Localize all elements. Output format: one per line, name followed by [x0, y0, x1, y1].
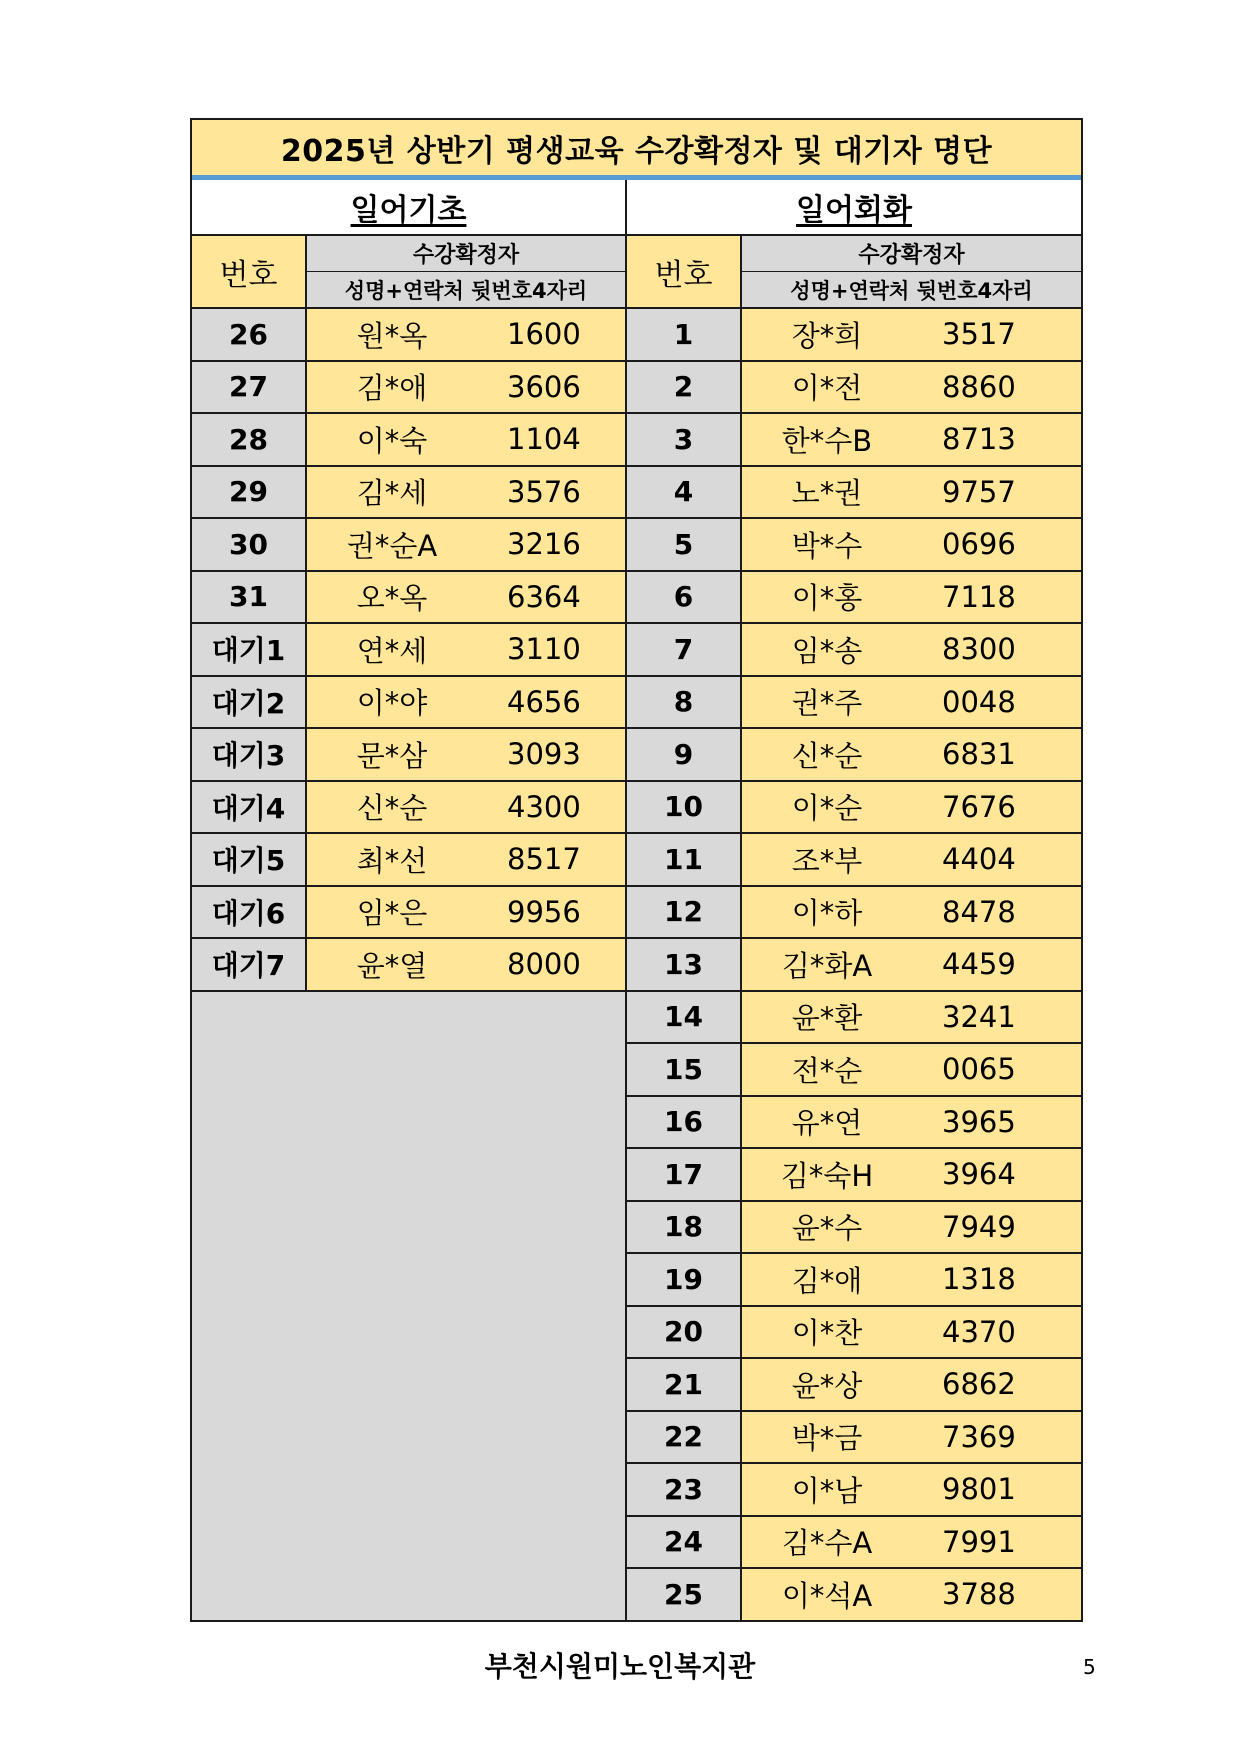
phone-last4: 7118: [942, 579, 1016, 614]
enrollee-cell: [307, 834, 625, 885]
enrollee-cell: [742, 834, 1081, 885]
table-row: [192, 572, 625, 625]
phone-last4: 7991: [942, 1524, 1016, 1559]
table-row: [192, 467, 625, 520]
row-number: 대기6: [192, 887, 307, 938]
table-body: [192, 236, 1081, 1620]
phone-last4: 3110: [507, 632, 581, 667]
enrollee-cell: [742, 992, 1081, 1043]
phone-last4: 0696: [942, 527, 1016, 562]
enrollee-name: 신*순: [791, 738, 863, 773]
row-number: 3: [627, 414, 742, 465]
enrollee-name: 권*순A: [346, 528, 438, 563]
enrollee-cell: [742, 309, 1081, 360]
phone-last4: 4300: [507, 789, 581, 824]
table-row: [627, 414, 1081, 467]
enrollee-name: 신*순: [356, 791, 428, 826]
phone-last4: 8860: [942, 369, 1016, 404]
enrollee-name: 이*야: [356, 686, 428, 721]
phone-last4: 3216: [507, 527, 581, 562]
row-number: 16: [627, 1097, 742, 1148]
table-row: [192, 939, 625, 992]
phone-last4: 1600: [507, 317, 581, 352]
phone-last4: 9757: [942, 474, 1016, 509]
row-number: 27: [192, 362, 307, 413]
enrollee-name: 박*금: [791, 1421, 863, 1456]
phone-last4: 4459: [942, 947, 1016, 982]
row-number: 17: [627, 1149, 742, 1200]
table-row: [627, 572, 1081, 625]
phone-last4: 7676: [942, 789, 1016, 824]
row-number: 대기3: [192, 729, 307, 780]
enrollment-table: [190, 118, 1083, 1622]
row-number: 28: [192, 414, 307, 465]
table-row: [627, 834, 1081, 887]
enrollee-name: 윤*수: [791, 1211, 863, 1246]
phone-last4: 3241: [942, 999, 1016, 1034]
enrollee-cell: [742, 1569, 1081, 1620]
phone-last4: 7949: [942, 1209, 1016, 1244]
table-row: [627, 887, 1081, 940]
enrollee-cell: [742, 1359, 1081, 1410]
enrollee-name: 노*권: [791, 476, 863, 511]
table-row: [627, 1359, 1081, 1412]
table-row: [627, 1569, 1081, 1620]
row-number: 6: [627, 572, 742, 623]
row-number: 8: [627, 677, 742, 728]
header-confirmed-group: [307, 236, 625, 307]
left-rows: [192, 309, 625, 992]
enrollee-name: 문*삼: [356, 738, 428, 773]
table-row: [627, 1254, 1081, 1307]
enrollee-name: 김*숙H: [780, 1158, 874, 1193]
enrollee-cell: [742, 414, 1081, 465]
enrollee-cell: [307, 887, 625, 938]
right-course-column: [627, 236, 1081, 1620]
enrollee-name: 이*홍: [791, 581, 863, 616]
table-row: [192, 677, 625, 730]
table-row: [627, 362, 1081, 415]
row-number: 12: [627, 887, 742, 938]
enrollee-cell: [307, 572, 625, 623]
table-row: [192, 519, 625, 572]
row-number: 대기1: [192, 624, 307, 675]
enrollee-cell: [742, 782, 1081, 833]
phone-last4: 8000: [507, 947, 581, 982]
organization-footer: 부천시원미노인복지관: [484, 1650, 756, 1683]
phone-last4: 4370: [942, 1314, 1016, 1349]
phone-last4: 0048: [942, 684, 1016, 719]
right-rows: [627, 309, 1081, 1620]
enrollee-cell: [307, 519, 625, 570]
enrollee-cell: [742, 887, 1081, 938]
table-row: [627, 992, 1081, 1045]
row-number: 31: [192, 572, 307, 623]
table-row: [627, 1307, 1081, 1360]
row-number: 5: [627, 519, 742, 570]
row-number: 대기7: [192, 939, 307, 990]
enrollee-cell: [742, 1254, 1081, 1305]
row-number: 7: [627, 624, 742, 675]
table-row: [627, 1044, 1081, 1097]
table-row: [627, 1412, 1081, 1465]
phone-last4: 3517: [942, 317, 1016, 352]
table-row: [192, 309, 625, 362]
enrollee-name: 이*순: [791, 791, 863, 826]
enrollee-name: 전*순: [791, 1053, 863, 1088]
phone-last4: 8517: [507, 842, 581, 877]
enrollee-name: 최*선: [356, 843, 428, 878]
enrollee-name: 유*연: [791, 1106, 863, 1141]
left-course-column: [192, 236, 627, 1620]
row-number: 1: [627, 309, 742, 360]
enrollee-name: 김*화A: [781, 948, 873, 983]
enrollee-cell: [742, 1097, 1081, 1148]
header-confirmed: 수강확정자: [742, 236, 1081, 272]
phone-last4: 6364: [507, 579, 581, 614]
table-row: [627, 677, 1081, 730]
phone-last4: 3576: [507, 474, 581, 509]
table-row: [627, 1149, 1081, 1202]
phone-last4: 6862: [942, 1367, 1016, 1402]
enrollee-cell: [307, 939, 625, 990]
row-number: 대기4: [192, 782, 307, 833]
header-number: 번호: [192, 236, 307, 307]
row-number: 14: [627, 992, 742, 1043]
enrollee-cell: [742, 362, 1081, 413]
enrollee-name: 원*옥: [356, 318, 428, 353]
enrollee-cell: [307, 677, 625, 728]
row-number: 13: [627, 939, 742, 990]
table-row: [192, 414, 625, 467]
phone-last4: 7369: [942, 1419, 1016, 1454]
table-row: [627, 1097, 1081, 1150]
row-number: 20: [627, 1307, 742, 1358]
enrollee-cell: [307, 782, 625, 833]
section-title-right: 일어회화: [627, 180, 1081, 234]
phone-last4: 9801: [942, 1472, 1016, 1507]
row-number: 10: [627, 782, 742, 833]
row-number: 22: [627, 1412, 742, 1463]
section-title-left: 일어기초: [192, 180, 627, 234]
phone-last4: 3788: [942, 1577, 1016, 1612]
enrollee-name: 임*은: [356, 896, 428, 931]
row-number: 21: [627, 1359, 742, 1410]
enrollee-name: 이*숙: [356, 423, 428, 458]
enrollee-cell: [742, 1202, 1081, 1253]
enrollee-cell: [742, 677, 1081, 728]
table-row: [627, 939, 1081, 992]
phone-last4: 3965: [942, 1104, 1016, 1139]
table-row: [192, 362, 625, 415]
enrollee-cell: [742, 1412, 1081, 1463]
phone-last4: 4404: [942, 842, 1016, 877]
enrollee-name: 한*수B: [781, 423, 873, 458]
table-row: [192, 782, 625, 835]
header-name-phone: 성명+연락처 뒷번호4자리: [344, 278, 588, 303]
enrollee-cell: [307, 729, 625, 780]
row-number: 30: [192, 519, 307, 570]
enrollee-name: 박*수: [791, 528, 863, 563]
enrollee-name: 권*주: [791, 686, 863, 721]
page-number: 5: [1083, 1655, 1096, 1679]
header-confirmed-group: [742, 236, 1081, 307]
table-row: [192, 887, 625, 940]
phone-last4: 8478: [942, 894, 1016, 929]
table-row: [192, 624, 625, 677]
table-row: [192, 729, 625, 782]
enrollee-cell: [742, 1307, 1081, 1358]
phone-last4: 9956: [507, 894, 581, 929]
header-name-phone: 성명+연락처 뒷번호4자리: [790, 278, 1033, 303]
enrollee-name: 장*희: [791, 318, 863, 353]
enrollee-name: 김*애: [791, 1263, 863, 1298]
enrollee-cell: [742, 624, 1081, 675]
enrollee-name: 조*부: [791, 843, 863, 878]
enrollee-cell: [742, 1517, 1081, 1568]
row-number: 9: [627, 729, 742, 780]
row-number: 11: [627, 834, 742, 885]
row-number: 18: [627, 1202, 742, 1253]
phone-last4: 8713: [942, 422, 1016, 457]
header-confirmed: 수강확정자: [307, 236, 625, 272]
phone-last4: 3093: [507, 737, 581, 772]
phone-last4: 0065: [942, 1052, 1016, 1087]
row-number: 19: [627, 1254, 742, 1305]
phone-last4: 3964: [942, 1157, 1016, 1192]
enrollee-name: 이*하: [791, 896, 863, 931]
enrollee-name: 연*세: [356, 633, 428, 668]
enrollee-cell: [307, 467, 625, 518]
table-row: [627, 729, 1081, 782]
phone-last4: 8300: [942, 632, 1016, 667]
row-number: 대기5: [192, 834, 307, 885]
table-row: [627, 467, 1081, 520]
row-number: 25: [627, 1569, 742, 1620]
phone-last4: 1318: [942, 1262, 1016, 1297]
table-row: [192, 834, 625, 887]
table-row: [627, 1517, 1081, 1570]
enrollee-cell: [742, 729, 1081, 780]
phone-last4: 3606: [507, 369, 581, 404]
enrollee-name: 이*석A: [781, 1578, 873, 1613]
empty-area: [192, 992, 625, 1620]
enrollee-name: 이*찬: [791, 1316, 863, 1351]
enrollee-cell: [742, 467, 1081, 518]
row-number: 4: [627, 467, 742, 518]
enrollee-cell: [742, 1464, 1081, 1515]
enrollee-name: 이*전: [791, 371, 863, 406]
enrollee-name: 김*수A: [781, 1526, 873, 1561]
phone-last4: 1104: [507, 422, 581, 457]
enrollee-cell: [742, 519, 1081, 570]
table-title: 2025년 상반기 평생교육 수강확정자 및 대기자 명단: [192, 120, 1081, 175]
enrollee-cell: [742, 1149, 1081, 1200]
enrollee-name: 임*송: [791, 633, 863, 668]
table-row: [627, 1202, 1081, 1255]
table-row: [627, 782, 1081, 835]
enrollee-cell: [742, 572, 1081, 623]
row-number: 23: [627, 1464, 742, 1515]
enrollee-name: 김*세: [356, 476, 428, 511]
row-number: 대기2: [192, 677, 307, 728]
enrollee-cell: [307, 624, 625, 675]
enrollee-name: 윤*열: [356, 948, 428, 983]
row-number: 26: [192, 309, 307, 360]
table-row: [627, 519, 1081, 572]
enrollee-name: 김*애: [356, 371, 428, 406]
enrollee-name: 오*옥: [356, 581, 428, 616]
row-number: 29: [192, 467, 307, 518]
enrollee-cell: [307, 309, 625, 360]
phone-last4: 4656: [507, 684, 581, 719]
enrollee-cell: [742, 939, 1081, 990]
enrollee-cell: [742, 1044, 1081, 1095]
row-number: 2: [627, 362, 742, 413]
enrollee-name: 윤*상: [791, 1368, 863, 1403]
column-header: [627, 236, 1081, 309]
section-headers: [192, 180, 1081, 236]
phone-last4: 6831: [942, 737, 1016, 772]
enrollee-name: 윤*환: [791, 1001, 863, 1036]
column-header: [192, 236, 625, 309]
row-number: 15: [627, 1044, 742, 1095]
table-row: [627, 1464, 1081, 1517]
enrollee-cell: [307, 362, 625, 413]
table-row: [627, 309, 1081, 362]
enrollee-name: 이*남: [791, 1473, 863, 1508]
table-row: [627, 624, 1081, 677]
enrollee-cell: [307, 414, 625, 465]
row-number: 24: [627, 1517, 742, 1568]
header-number: 번호: [627, 236, 742, 307]
